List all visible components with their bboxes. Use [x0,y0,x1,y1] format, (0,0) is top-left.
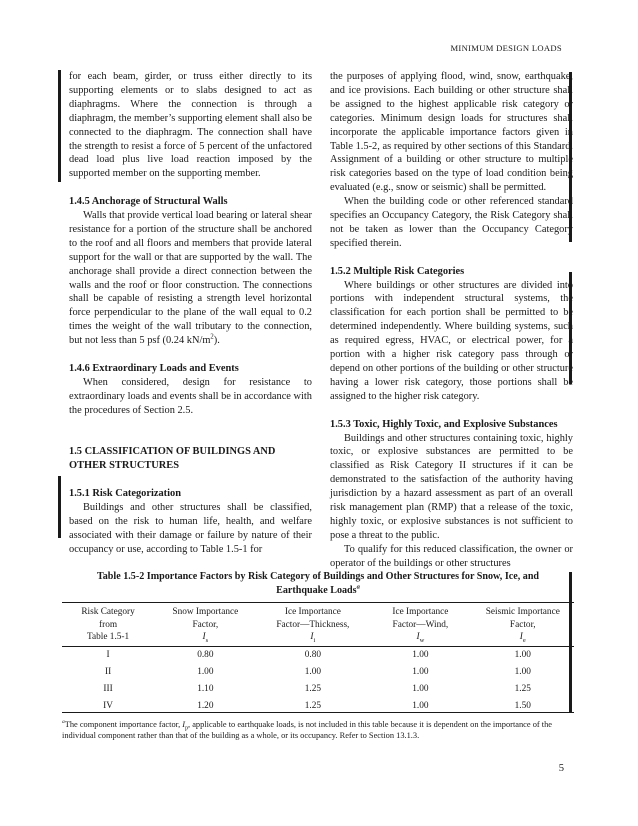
change-bar [58,476,61,538]
table-cell: 1.00 [412,700,429,711]
paragraph: for each beam, girder, or truss either directly to its supporting elements or to slabs designed to act as diaphragms. Where the connection is through a diaphragm, the member’s supporting element shall also be connected to the diaphragm. The connection shall have the strength to resist a force of 5 percent of the unfactored dead load plus live load reaction imposed by the supported member on the supporting member. [69,71,312,180]
table-cell: 0.80 [304,650,321,661]
column-header: Ice Importance Factor—Wind, $I_w$ [392,607,449,645]
column-header: Ice Importance Factor—Thickness, $I_i$ [276,607,350,645]
section-heading-1-5-1: 1.5.1 Risk Categorization [69,488,181,500]
table-cell: 1.00 [412,666,429,677]
section-heading-1-4-5: 1.4.5 Anchorage of Structural Walls [69,196,228,208]
column-header: Snow Importance Factor, $I_s$ [172,607,239,645]
table-cell: 1.50 [514,700,531,711]
table-cell: 1.00 [304,666,321,677]
paragraph: When the building code or other referenced standard specifies an Occupancy Category, the Risk Category shall not be taken as lower than the Occupancy Category specified therein. [330,196,573,249]
table-title: Table 1.5-2 Importance Factors by Risk Category of Buildings and Other Structures for Snow, Ice, and Earthquake Loads$^a$ [96,571,540,596]
table-cell: 1.00 [197,666,214,677]
paragraph: the purposes of applying flood, wind, snow, earthquake, and ice provisions. Each building or other structure shall be assigned to the highest applicable risk category or categories. Minimum design loads for structures shall incorporate the applicable importance factors given in Table 1.5-2, as required by other sections of this Standard. Assignment of a building or other structure to multiple risk categories based on the type of load condition being evaluated (e.g., snow or seismic) shall be permitted. [330,71,573,194]
table-header-row [62,604,574,646]
paragraph: Walls that provide vertical load bearing or lateral shear resistance for a portion of the structure shall be anchored to the roof and all floors and members that provide lateral support for the wall or that are supported by the wall. The anchorage shall provide a direct connection between the walls and the roof or floor construction. The connections shall be capable of resisting a strength level horizontal force perpendicular to the plane of the wall equal to 0.2 times the weight of the wall tributary to the connection, but not less than 5 psf (0.24 $kN/m^2$). [69,210,312,347]
importance-factor-table [62,604,574,714]
table-cell: 1.25 [514,683,531,694]
table-bottom-rule [62,712,574,713]
table-cell: 1.00 [412,650,429,661]
table-cell: 1.20 [197,700,214,711]
table-cell: III [103,683,113,694]
paragraph: Where buildings or other structures are divided into portions with independent structural systems, the classification for each portion shall be permitted to be determined independently. Where building systems, such as required egress, HVAC, or electrical power, for a portion with a higher risk category pass through or depend on other portions of the building or other structure having a lower risk category, those portions shall be assigned to the higher risk category. [330,279,573,402]
section-heading-1-4-6: 1.4.6 Extraordinary Loads and Events [69,363,239,374]
table-top-rule [62,602,574,603]
left-column [69,70,312,557]
table-cell: I [106,650,110,661]
paragraph: When considered, design for resistance to extraordinary loads and events shall be in accordance with the procedures of Section 2.5. [69,376,312,416]
paragraph: Buildings and other structures shall be classified, based on the risk to human life, health, and welfare associated with their damage or failure by nature of their occupancy or use, according to Table 1.5-1 for [69,502,312,555]
column-header: Seismic Importance Factor, $I_e$ [485,607,560,645]
table-cell: 0.80 [197,650,214,661]
right-column [330,70,573,571]
section-heading-1-5: 1.5 CLASSIFICATION OF BUILDINGS AND OTHER STRUCTURES [69,446,276,472]
table-cell: 1.00 [514,650,531,661]
column-header: Risk Category from Table 1.5-1 [81,607,135,643]
table-row [62,680,574,697]
table-cell: II [104,666,112,677]
section-heading-1-5-3: 1.5.3 Toxic, Highly Toxic, and Explosive Substances [330,418,558,430]
table-cell: 1.00 [514,666,531,677]
table-cell: 1.25 [304,683,321,694]
running-head: MINIMUM DESIGN LOADS [450,43,562,53]
paragraph: Buildings and other structures containing toxic, highly toxic, or explosive substances are permitted to be classified as Risk Category II structures if it can be demonstrated to the satisfaction of the authority having jurisdiction by a hazard assessment as part of an overall risk management plan (RMP) that a release of the toxic, highly toxic, or explosive substances is not sufficient to pose a threat to the public. [330,432,573,541]
table-cell: IV [103,700,113,711]
table-row [62,663,574,680]
table-cell: 1.25 [304,700,321,711]
section-heading-1-5-2: 1.5.2 Multiple Risk Categories [330,265,465,277]
page-number: 5 [558,763,564,774]
table-cell: 1.10 [197,683,214,694]
table-footnote: $^a$The component importance factor, $I_p$, applicable to earthquake loads, is not included in this table because it is dependent on the importance of the individual component rather than that of the building as a whole, or its occupancy. Refer to Section 13.1.3. [62,719,553,741]
table-cell: 1.00 [412,683,429,694]
table-row [62,646,574,663]
change-bar [58,70,61,182]
paragraph: To qualify for this reduced classification, the owner or operator of the buildings or other structures [330,543,573,569]
